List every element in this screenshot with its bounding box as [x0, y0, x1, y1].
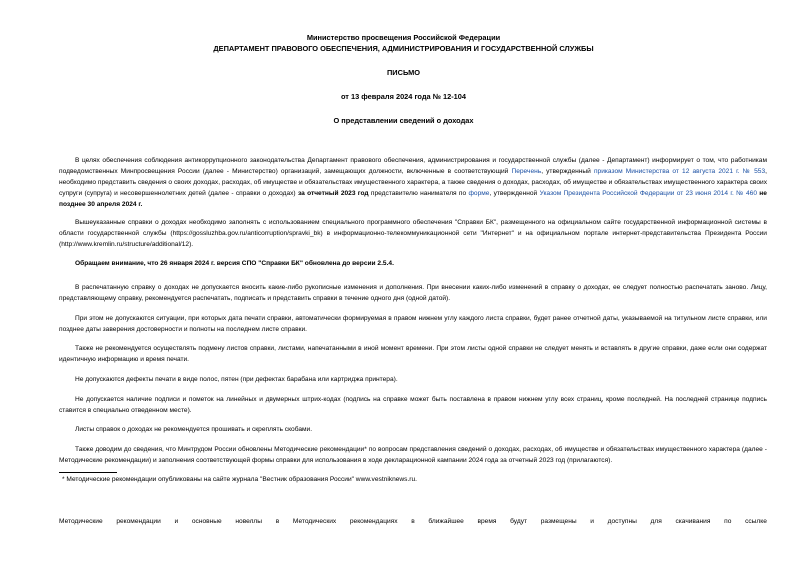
link-form[interactable]: форме — [468, 190, 490, 197]
last-line-word: ближайшее — [428, 518, 464, 525]
footnote-divider — [59, 472, 117, 473]
last-line-word: по — [724, 518, 732, 525]
last-line-word: время — [477, 518, 497, 525]
paragraph-11-first-line — [59, 516, 767, 527]
last-line-word: доступны — [607, 518, 637, 525]
paragraph-1-text-5: , утвержденной — [489, 190, 538, 197]
paragraph-9: Листы справок о доходах не рекомендуется прошивать и скреплять скобами. — [75, 426, 313, 433]
document-type: ПИСЬМО — [387, 68, 420, 77]
last-line-word: будут — [510, 518, 528, 525]
last-line-word: Методические — [59, 518, 103, 525]
footnote: * Методические рекомендации опубликованы на сайте журнала "Вестник образования России" www.vestniknews.ru. — [62, 476, 417, 483]
last-line-word: и — [174, 518, 179, 525]
paragraph-8: Не допускается наличие подписи и пометок на линейных и двумерных штрих-кодах (подпись на справке может быть поставлена в правом нижнем углу всех страниц, кроме последней. На последней странице подпись ставится в специально отведенном месте). — [59, 396, 767, 414]
paragraph-3: Обращаем внимание, что 26 января 2024 г. версия СПО "Справки БК" обновлена до версии 2.5.4. — [75, 260, 394, 267]
paragraph-1-bold-2: не позднее 30 апреля 2024 г. — [59, 190, 767, 208]
paragraph-7: Не допускаются дефекты печати в виде полос, пятен (при дефектах барабана или картриджа принтера). — [75, 376, 398, 383]
last-line-word: скачивания — [675, 518, 711, 525]
paragraph-10: Также доводим до сведения, что Минтрудом России обновлены Методические рекомендации* по вопросам представления сведений о доходах, расходах, об имуществе и обязательствах имущественного характера (далее - Методические рекомендации) и заполнения соответствующей формы справки для использования в ходе декларационной кампании 2024 года за отчетный 2023 год (прилагаются). — [59, 446, 767, 464]
last-line-word: рекомендации — [116, 518, 161, 525]
paragraph-2: Вышеуказанные справки о доходах необходимо заполнять с использованием специального программного обеспечения "Справки БК", размещенного на официальном сайте государственной информационной системы в области государственной службы (https://gossluzhba.gov.ru/anticorruption/spravki_bk) в информационно-телекоммуникационной сети "Интернет" и на официальном портале интернет-представительства Президента России (http://www.kremlin.ru/structure/additional/12). — [59, 219, 767, 248]
paragraph-1-text-3: , необходимо представить сведения о своих доходах, расходах, об имуществе и обязательствах имущественного характера, а также сведения о доходах, расходах, об имуществе и обязательствах имущественного характера своих супруги (супруга) и несовершеннолетних детей (далее - справки о доходах) — [59, 168, 767, 197]
ministry-name: Министерство просвещения Российской Федерации — [306, 33, 501, 42]
paragraph-1-text-1: В целях обеспечения соблюдения антикоррупционного законодательства Департамент правового обеспечения, администрирования и государственной службы (далее - Департамент) информирует о том, что работникам подведомственных Минпросвещения России (далее - Министерство) организаций, замещающих должности, включенные в соответствующий — [59, 157, 767, 175]
last-line-word: в — [411, 518, 415, 525]
paragraph-1 — [59, 155, 767, 210]
link-decree-460[interactable]: Указом Президента Российской Федерации от 23 июня 2014 г. № 460 — [539, 190, 757, 197]
paragraph-5: При этом не допускаются ситуации, при которых дата печати справки, автоматически формируемая в правом нижнем углу каждого листа справки, будет ранее отчетной даты, указываемой на титульном листе справки, или позднее даты заверения достоверности и полноты на последнем листе справки. — [59, 315, 767, 333]
paragraph-4: В распечатанную справку о доходах не допускается вносить какие-либо рукописные изменения и дополнения. При внесении каких-либо изменений в справку о доходах, ее следует полностью распечатать заново. Лицу, представляющему справку, рекомендуется распечатать, подписать и представить справки в течение одного дня (одной датой). — [59, 284, 767, 302]
last-line-word: размещены — [540, 518, 577, 525]
paragraph-1-text-4: представителю нанимателя по — [370, 190, 467, 197]
link-perechen[interactable]: Перечень — [511, 168, 542, 175]
last-line-word: рекомендациях — [349, 518, 398, 525]
document-date-number: от 13 февраля 2024 года № 12-104 — [340, 92, 467, 101]
paragraph-6: Также не рекомендуется осуществлять подмену листов справки, листами, напечатанными в иной момент времени. При этом листы одной справки не следует менять и вставлять в другие справки, даже если они содержат идентичную информацию и время печати. — [59, 345, 767, 363]
paragraph-1-text-2: , утвержденный — [541, 168, 591, 175]
last-line-word: для — [650, 518, 662, 525]
last-line-word: и — [590, 518, 594, 525]
last-line-word: новеллы — [235, 518, 263, 525]
last-line-word: основные — [191, 518, 222, 525]
department-name: ДЕПАРТАМЕНТ ПРАВОВОГО ОБЕСПЕЧЕНИЯ, АДМИНИСТРИРОВАНИЯ И ГОСУДАРСТВЕННОЙ СЛУЖБЫ — [213, 44, 594, 53]
last-line-word: в — [275, 518, 280, 525]
last-line-word: ссылке — [745, 518, 767, 525]
document-subject: О представлении сведений о доходах — [333, 116, 474, 125]
link-order-553[interactable]: приказом Министерства от 12 августа 2021 г. № 553 — [593, 168, 766, 175]
paragraph-1-bold-1: за отчетный 2023 год — [297, 190, 369, 197]
last-line-word: Методических — [292, 518, 337, 525]
